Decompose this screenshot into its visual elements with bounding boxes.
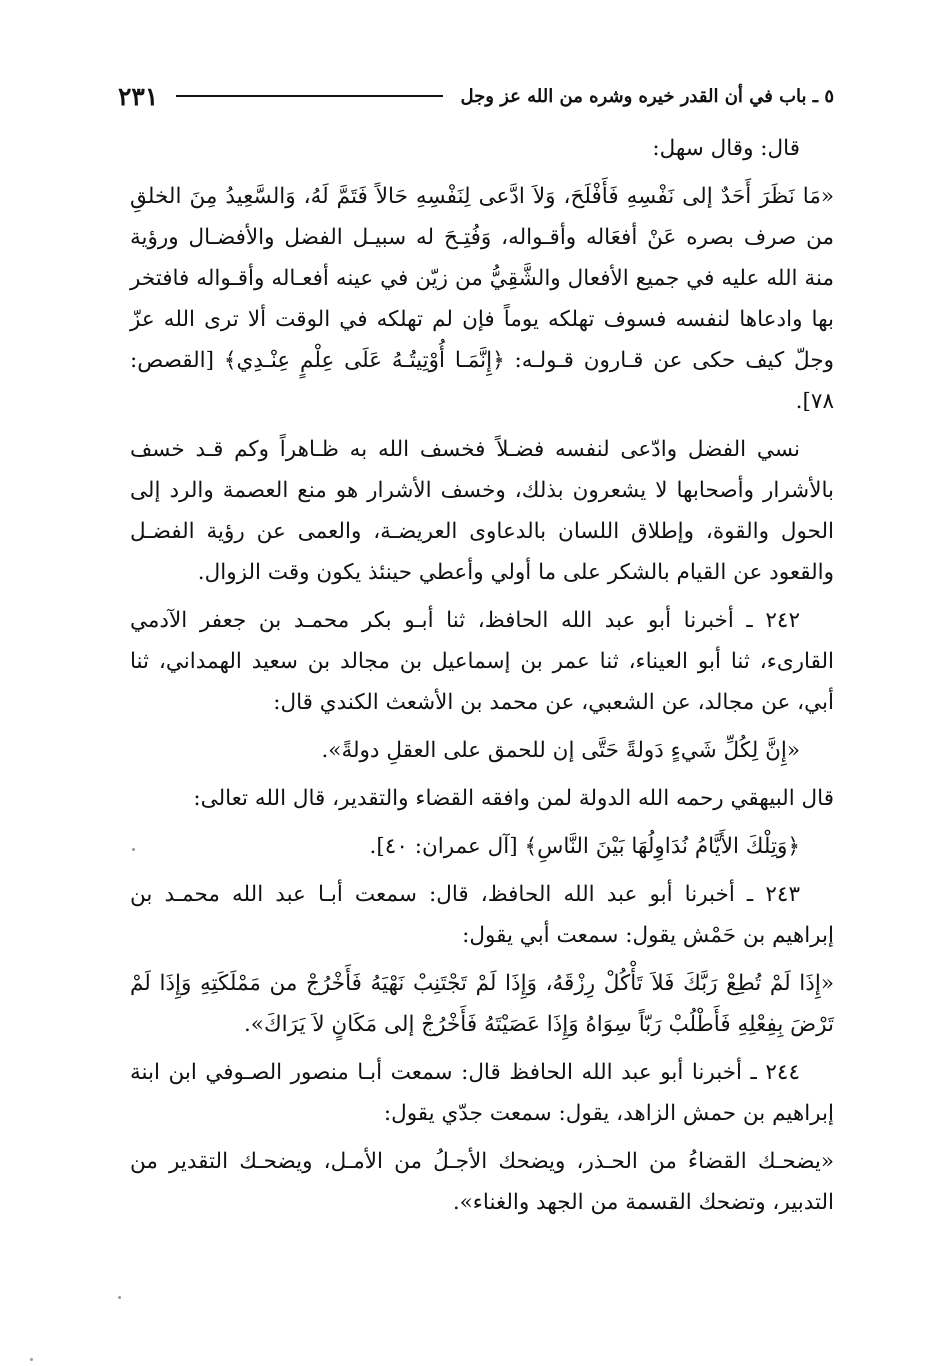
page-number: ٢٣١ [118,81,159,111]
paragraph-hadith-242: ٢٤٢ ـ أخبرنا أبو عبد الله الحافظ، ثنا أبـو بكر محمـد بن جعفر الآدمي القارىء، ثنا أبو العيناء، ثنا عمر بن إسماعيل بن مجالد بن سعيد الهمداني، ثنا أبي، عن مجالد، عن الشعبي، عن محمد بن الأشعث الكندي قال: [130,608,834,715]
page-header [118,76,834,116]
scan-speck [132,848,135,851]
paragraph-quote-243: «إِذَا لَمْ تُطِعْ رَبَّكَ فَلاَ تَأْكُلْ رِزْقَهُ، وَإِذَا لَمْ تَجْتَنِبْ نَهْيَهُ فَأَخْرُجْ من مَمْلَكَتِهِ وَإِذَا لَمْ تَرْضَ بِفِعْلِهِ فَأَطْلُبْ رَبّاً سِوَاهُ وَإِذَا عَصَيْتَهُ فَأَخْرُجْ إلى مَكَانٍ لاَ يَرَاكَ». [130,971,834,1037]
paragraph-hadith-244: ٢٤٤ ـ أخبرنا أبو عبد الله الحافظ قال: سمعت أبـا منصور الصـوفي ابن ابنة إبراهيم بن حمش الزاهد، يقول: سمعت جدّي يقول: [130,1060,834,1126]
scan-speck [118,1296,121,1299]
paragraph-intro: قال: وقال سهل: [652,136,800,161]
paragraph-hadith-243: ٢٤٣ ـ أخبرنا أبو عبد الله الحافظ، قال: سمعت أبـا عبد الله محمـد بن إبراهيم بن حَمْش يقول: سمعت أبي يقول: [130,882,834,948]
running-title: ٥ ـ باب في أن القدر خيره وشره من الله عز وجل [460,85,834,107]
paragraph-quote-sahl: «مَا نَظَرَ أَحَدٌ إلى نَفْسِهِ فَأَفْلَحَ، وَلاَ ادَّعى لِنَفْسِهِ حَالاً فَتَمَّ لَهُ، وَالسَّعِيدُ مِنَ الخلقِ من صرف بصره عَنْ أفعَاله وأقـواله، وَفُتِـحَ له سبيـل الفضل والأفضـال ورؤية منة الله عليه في جميع الأفعال والشَّقِيُّ من زيّن في عينه أفعـاله وأقـواله فافتخر بها وادعاها لنفسه فسوف تهلكه يوماً فإن لم تهلكه في الوقت ألا ترى الله عزّ وجلّ كيف حكى عن قـارون قـولـه: ﴿إِنَّمَـا أُوْتِيتُـهُ عَلَى عِلْمٍ عِنْـدِي﴾ [القصص: ٧٨]. [130,184,834,414]
paragraph-commentary: نسي الفضل وادّعى لنفسه فضـلاً فخسف الله به ظـاهراً وكم قـد خسف بالأشرار وأصحابها لا يشعرون بذلك، وخسف الأشرار هو منع العصمة والرد إلى الحول والقوة، وإطلاق اللسان بالدعاوى العريضـة، والعمى عن رؤية الفضـل والقعود عن القيام بالشكر على ما أولي وأعطي حينئذ يكون وقت الزوال. [130,437,834,585]
paragraph-quote-242: «إِنَّ لِكُلِّ شَيءٍ دَولةً حَتَّى إن للحمق على العقلِ دولةً». [321,738,800,763]
scan-speck [30,1358,33,1361]
paragraph-quote-244: «يضحـك القضاءُ من الحـذر، ويضحك الأجـلُ من الأمـل، ويضحـك التقدير من التدبير، وتضحك القسمة من الجهد والغناء». [130,1149,834,1215]
page-body [130,128,834,1230]
paragraph-verse: ﴿وَتِلْكَ الأَيَّامُ نُدَاوِلُهَا بَيْنَ النَّاسِ﴾ [آل عمران: ٤٠]. [369,834,800,859]
header-rule [176,95,442,97]
paragraph-bayhaqi: قال البيهقي رحمه الله الدولة لمن وافقه القضاء والتقدير، قال الله تعالى: [193,786,834,811]
